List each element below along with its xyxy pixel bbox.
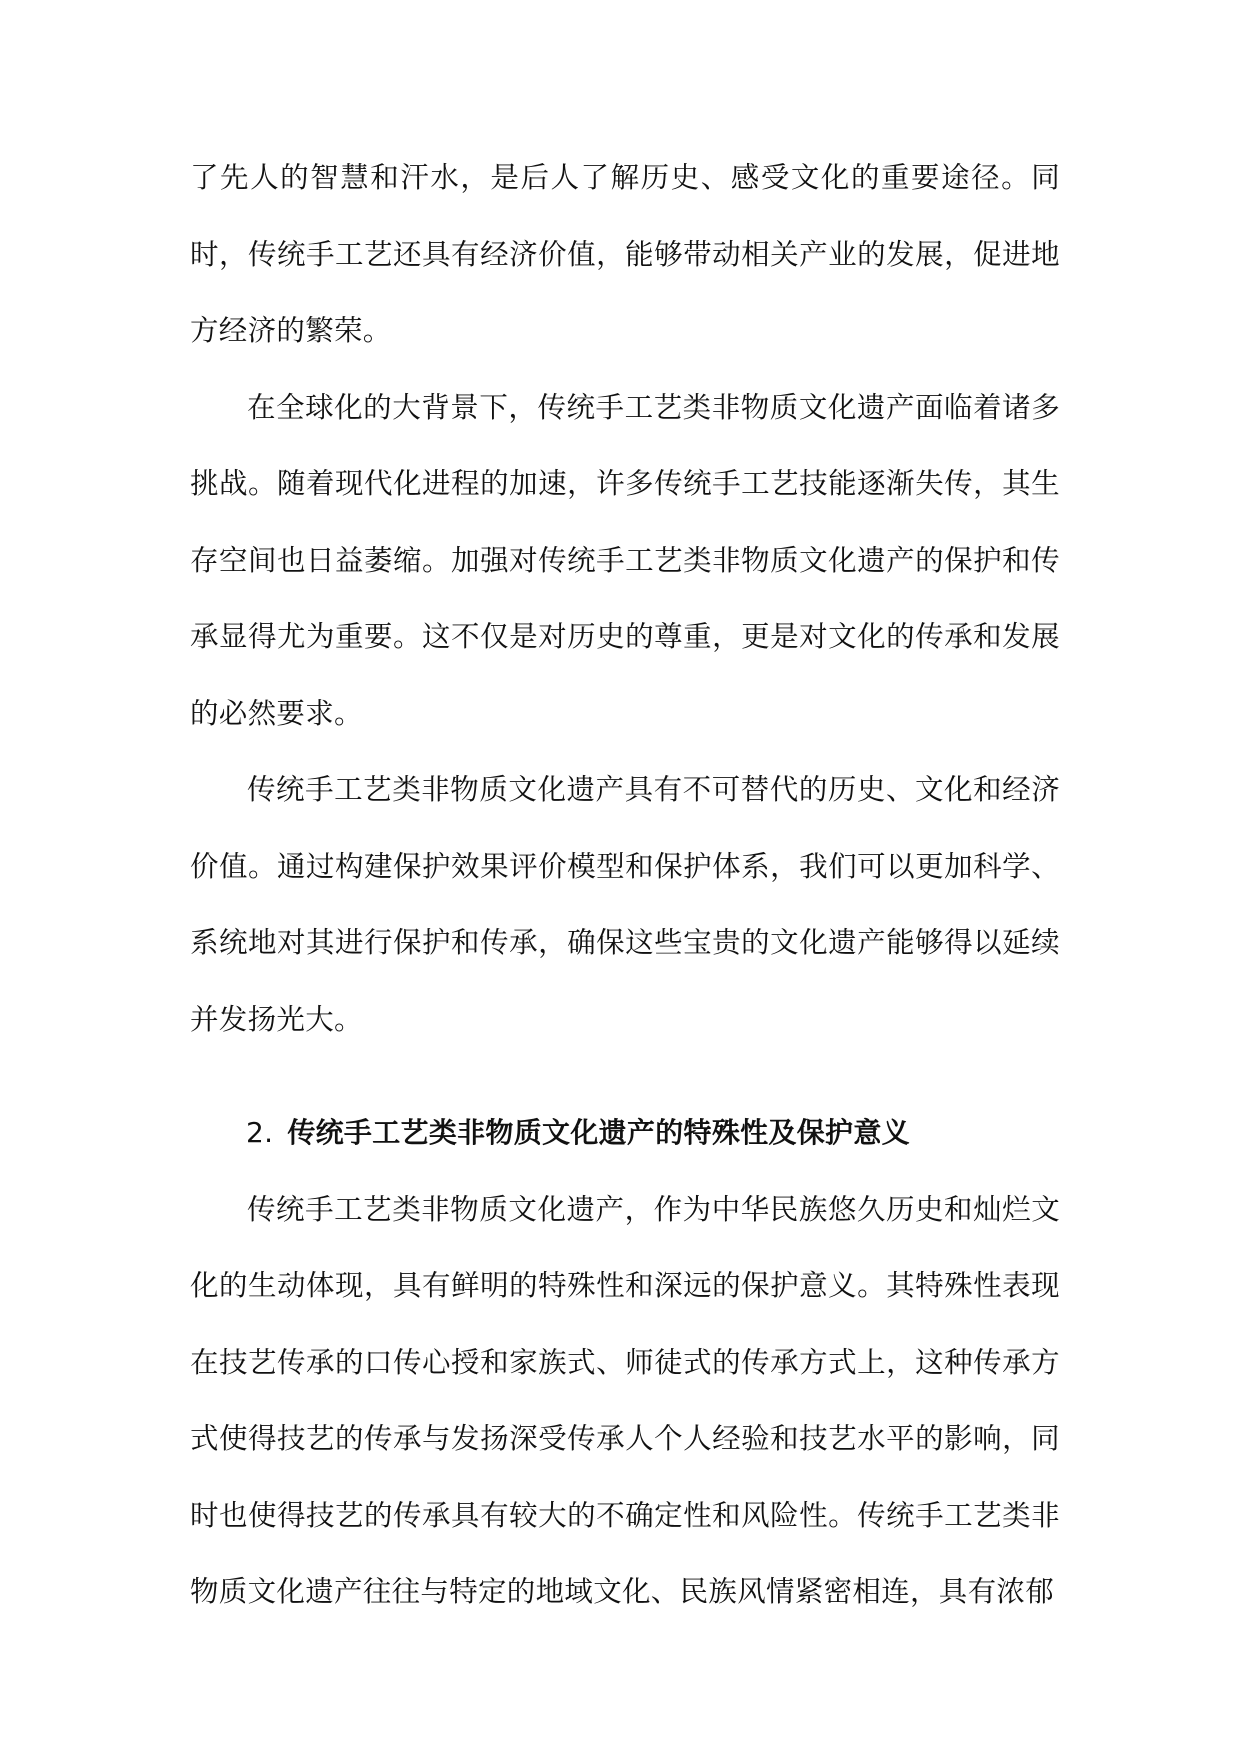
section-number: 2. bbox=[246, 1116, 274, 1149]
paragraph-globalization-challenges: 在全球化的大背景下，传统手工艺类非物质文化遗产面临着诸多挑战。随着现代化进程的加速，许多传统手工艺技能逐渐失传，其生存空间也日益萎缩。加强对传统手工艺类非物质文化遗产的保护和传承显得尤为重要。这不仅是对历史的尊重，更是对文化的传承和发展的必然要求。 bbox=[190, 390, 1060, 730]
document-body bbox=[190, 140, 1060, 1631]
paragraph-irreplaceable-value: 传统手工艺类非物质文化遗产具有不可替代的历史、文化和经济价值。通过构建保护效果评价模型和保护体系，我们可以更加科学、系统地对其进行保护和传承，确保这些宝贵的文化遗产能够得以延续并发扬光大。 bbox=[190, 773, 1060, 1036]
section-title: 传统手工艺类非物质文化遗产的特殊性及保护意义 bbox=[287, 1116, 910, 1149]
paragraph-particularity: 传统手工艺类非物质文化遗产，作为中华民族悠久历史和灿烂文化的生动体现，具有鲜明的特殊性和深远的保护意义。其特殊性表现在技艺传承的口传心授和家族式、师徒式的传承方式上，这种传承方式使得技艺的传承与发扬深受传承人个人经验和技艺水平的影响，同时也使得技艺的传承具有较大的不确定性和风险性。传统手工艺类非物质文化遗产往往与特定的地域文化、民族风情紧密相连，具有浓郁 bbox=[190, 1192, 1060, 1608]
section-heading bbox=[190, 1095, 1060, 1172]
paragraph-continuation: 了先人的智慧和汗水，是后人了解历史、感受文化的重要途径。同时，传统手工艺还具有经济价值，能够带动相关产业的发展，促进地方经济的繁荣。 bbox=[190, 161, 1060, 347]
